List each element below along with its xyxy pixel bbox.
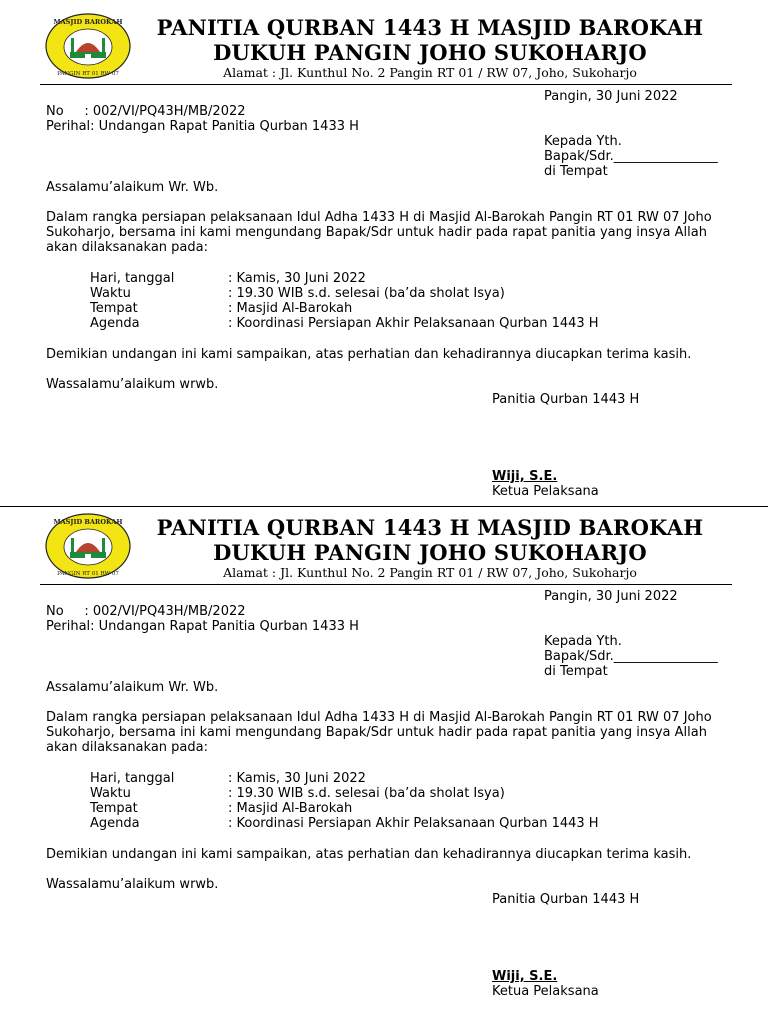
place-date: Pangin, 30 Juni 2022 [544,589,678,604]
detail-value: : 19.30 WIB s.d. selesai (ba’da sholat Isya) [228,286,505,301]
logo-bottom-text: PANGIN RT 01 RW 07 [57,571,119,577]
detail-value: : 19.30 WIB s.d. selesai (ba’da sholat Isya) [228,786,505,801]
closing-text: Demikian undangan ini kami sampaikan, atas perhatian dan kehadirannya diucapkan terima kasih. [46,347,692,362]
signature-org: Panitia Qurban 1443 H [492,892,640,907]
greeting: Assalamu’alaikum Wr. Wb. [46,680,219,695]
logo-top-text: MASJID BAROKAH [53,518,123,526]
body-line-1: Dalam rangka persiapan pelaksanaan Idul Adha 1433 H di Masjid Al-Barokah Pangin RT 01 RW 07 Joho [46,210,712,225]
letterhead-title-2: DUKUH PANGIN JOHO SUKOHARJO [213,540,647,565]
recipient-line-1: Kepada Yth. [544,134,622,149]
closing-text: Demikian undangan ini kami sampaikan, atas perhatian dan kehadirannya diucapkan terima kasih. [46,847,692,862]
detail-label: Waktu [90,786,131,801]
recipient-line-3: di Tempat [544,164,608,179]
detail-value: : Masjid Al-Barokah [228,301,353,316]
detail-value: : Koordinasi Persiapan Akhir Pelaksanaan Qurban 1443 H [228,316,599,331]
invitation-letter-bottom [0,500,768,1000]
letterhead-rule [40,84,732,85]
detail-label: Hari, tanggal [90,771,175,786]
letter-number: No : 002/VI/PQ43H/MB/2022 [46,604,246,619]
body-line-2: Sukoharjo, bersama ini kami mengundang Bapak/Sdr untuk hadir pada rapat panitia yang insya Allah [46,725,707,740]
letter-number: No : 002/VI/PQ43H/MB/2022 [46,104,246,119]
farewell-text: Wassalamu’alaikum wrwb. [46,877,219,892]
signer-title: Ketua Pelaksana [492,484,599,499]
recipient-line-1: Kepada Yth. [544,634,622,649]
detail-label: Hari, tanggal [90,271,175,286]
recipient-line-2: Bapak/Sdr.________________ [544,149,718,164]
letterhead-title-1: PANITIA QURBAN 1443 H MASJID BAROKAH [156,515,704,540]
letter-subject: Perihal: Undangan Rapat Panitia Qurban 1433 H [46,619,359,634]
body-line-3: akan dilaksanakan pada: [46,240,208,255]
invitation-letter-top [0,0,768,500]
detail-value: : Koordinasi Persiapan Akhir Pelaksanaan Qurban 1443 H [228,816,599,831]
recipient-line-2: Bapak/Sdr.________________ [544,649,718,664]
letterhead-address: Alamat : Jl. Kunthul No. 2 Pangin RT 01 / RW 07, Joho, Sukoharjo [223,565,637,580]
letterhead-address: Alamat : Jl. Kunthul No. 2 Pangin RT 01 / RW 07, Joho, Sukoharjo [223,65,637,80]
detail-label: Tempat [90,801,138,816]
detail-value: : Kamis, 30 Juni 2022 [228,271,366,286]
letterhead-rule [40,584,732,585]
logo-top-text: MASJID BAROKAH [53,18,123,26]
letterhead-title-2: DUKUH PANGIN JOHO SUKOHARJO [213,40,647,65]
letter-subject: Perihal: Undangan Rapat Panitia Qurban 1433 H [46,119,359,134]
recipient-line-3: di Tempat [544,664,608,679]
greeting: Assalamu’alaikum Wr. Wb. [46,180,219,195]
detail-label: Agenda [90,816,140,831]
detail-label: Waktu [90,286,131,301]
letterhead-title-1: PANITIA QURBAN 1443 H MASJID BAROKAH [156,15,704,40]
signer-name: Wiji, S.E. [492,969,558,984]
body-line-2: Sukoharjo, bersama ini kami mengundang Bapak/Sdr untuk hadir pada rapat panitia yang insya Allah [46,225,707,240]
logo-bottom-text: PANGIN RT 01 RW 07 [57,71,119,77]
signature-org: Panitia Qurban 1443 H [492,392,640,407]
body-line-3: akan dilaksanakan pada: [46,740,208,755]
signer-name: Wiji, S.E. [492,469,558,484]
detail-label: Agenda [90,316,140,331]
body-line-1: Dalam rangka persiapan pelaksanaan Idul Adha 1433 H di Masjid Al-Barokah Pangin RT 01 RW 07 Joho [46,710,712,725]
farewell-text: Wassalamu’alaikum wrwb. [46,377,219,392]
mosque-logo-icon [44,512,132,580]
place-date: Pangin, 30 Juni 2022 [544,89,678,104]
detail-value: : Masjid Al-Barokah [228,801,353,816]
detail-label: Tempat [90,301,138,316]
signer-title: Ketua Pelaksana [492,984,599,999]
mosque-logo-icon [44,12,132,80]
detail-value: : Kamis, 30 Juni 2022 [228,771,366,786]
